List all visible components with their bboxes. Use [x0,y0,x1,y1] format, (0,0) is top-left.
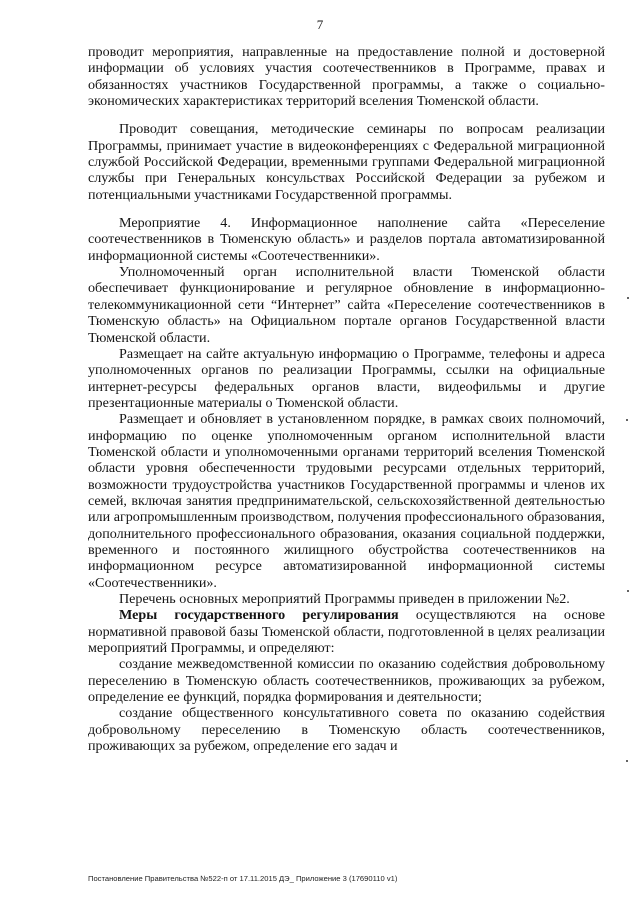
paragraph-1: проводит мероприятия, направленные на предоставление полной и достоверной информации об условиях участия соотечественников в Программе, правах и обязанностях участников Государственной программы, а также о социально-экономических характеристиках территорий вселения Тюменской области. [88,44,605,110]
paragraph-4: Уполномоченный орган исполнительной власти Тюменской области обеспечивает функционирование и регулярное обновление в информационно-телекоммуникационной сети “Интернет” сайта «Переселение соотечественников в Тюменскую область» на Официальном портале органов Государственной власти Тюменской области. [88,264,605,346]
document-body [88,44,605,754]
paragraph-6: Размещает и обновляет в установленном порядке, в рамках своих полномочий, информацию по оценке уполномоченным органом исполнительной власти Тюменской области и уполномоченными органами территорий вселения Тюменской области уровня обеспеченности трудовыми ресурсами отдельных территорий, возможности трудоустройства участников Государственной программы и членов их семей, включая занятия предпринимательской, сельскохозяйственной деятельностью или агропромышленным производством, получения профессионального образования, дополнительного профессионального образования, оказания социальной поддержки, временного и постоянного жилищного обустройства соотечественников на информационном ресурсе автоматизированной информационной системы «Соотечественники». [88,411,605,591]
bold-lead-text: Меры государственного регулирования [119,607,399,624]
paragraph-2: Проводит совещания, методические семинары по вопросам реализации Программы, принимает участие в видеоконференциях с Федеральной миграционной службой Российской Федерации, временными группами Федеральной миграционной службы при Генеральных консульствах Российской Федерации за рубежом и потенциальными участниками Государственной программы. [88,121,605,203]
paragraph-7: Перечень основных мероприятий Программы приведен в приложении №2. [119,591,570,607]
scan-speck [626,419,628,421]
scan-speck [626,760,628,762]
paragraph-8 [88,607,605,656]
document-footer: Постановление Правительства №522-п от 17.11.2015 ДЭ_ Приложение 3 (17690110 v1) [88,874,398,883]
paragraph-9: создание межведомственной комиссии по оказанию содействия добровольному переселению в Тюменскую область соотечественников, проживающих за рубежом, определение ее функций, порядка формирования и деятельности; [88,656,605,706]
paragraph-8-text: осуществляются на основе нормативной правовой базы Тюменской области, подготовленной в целях реализации мероприятий Программы, и определяют: [88,607,605,657]
scan-speck [627,297,629,299]
paragraph-5: Размещает на сайте актуальную информацию о Программе, телефоны и адреса уполномоченных органов по реализации Программы, ссылки на официальные интернет-ресурсы федеральных органов власти, видеофильмы и другие презентационные материалы о Тюменской области. [88,345,605,411]
page-number: 7 [316,17,324,32]
paragraph-10: создание общественного консультативного совета по оказанию содействия добровольному переселению в Тюменскую область соотечественников, проживающих за рубежом, определение его задач и [88,705,605,755]
scan-speck [627,590,629,592]
paragraph-3: Мероприятие 4. Информационное наполнение сайта «Переселение соотечественников в Тюменскую область» и разделов портала автоматизированной информационной системы «Соотечественники». [88,215,605,264]
